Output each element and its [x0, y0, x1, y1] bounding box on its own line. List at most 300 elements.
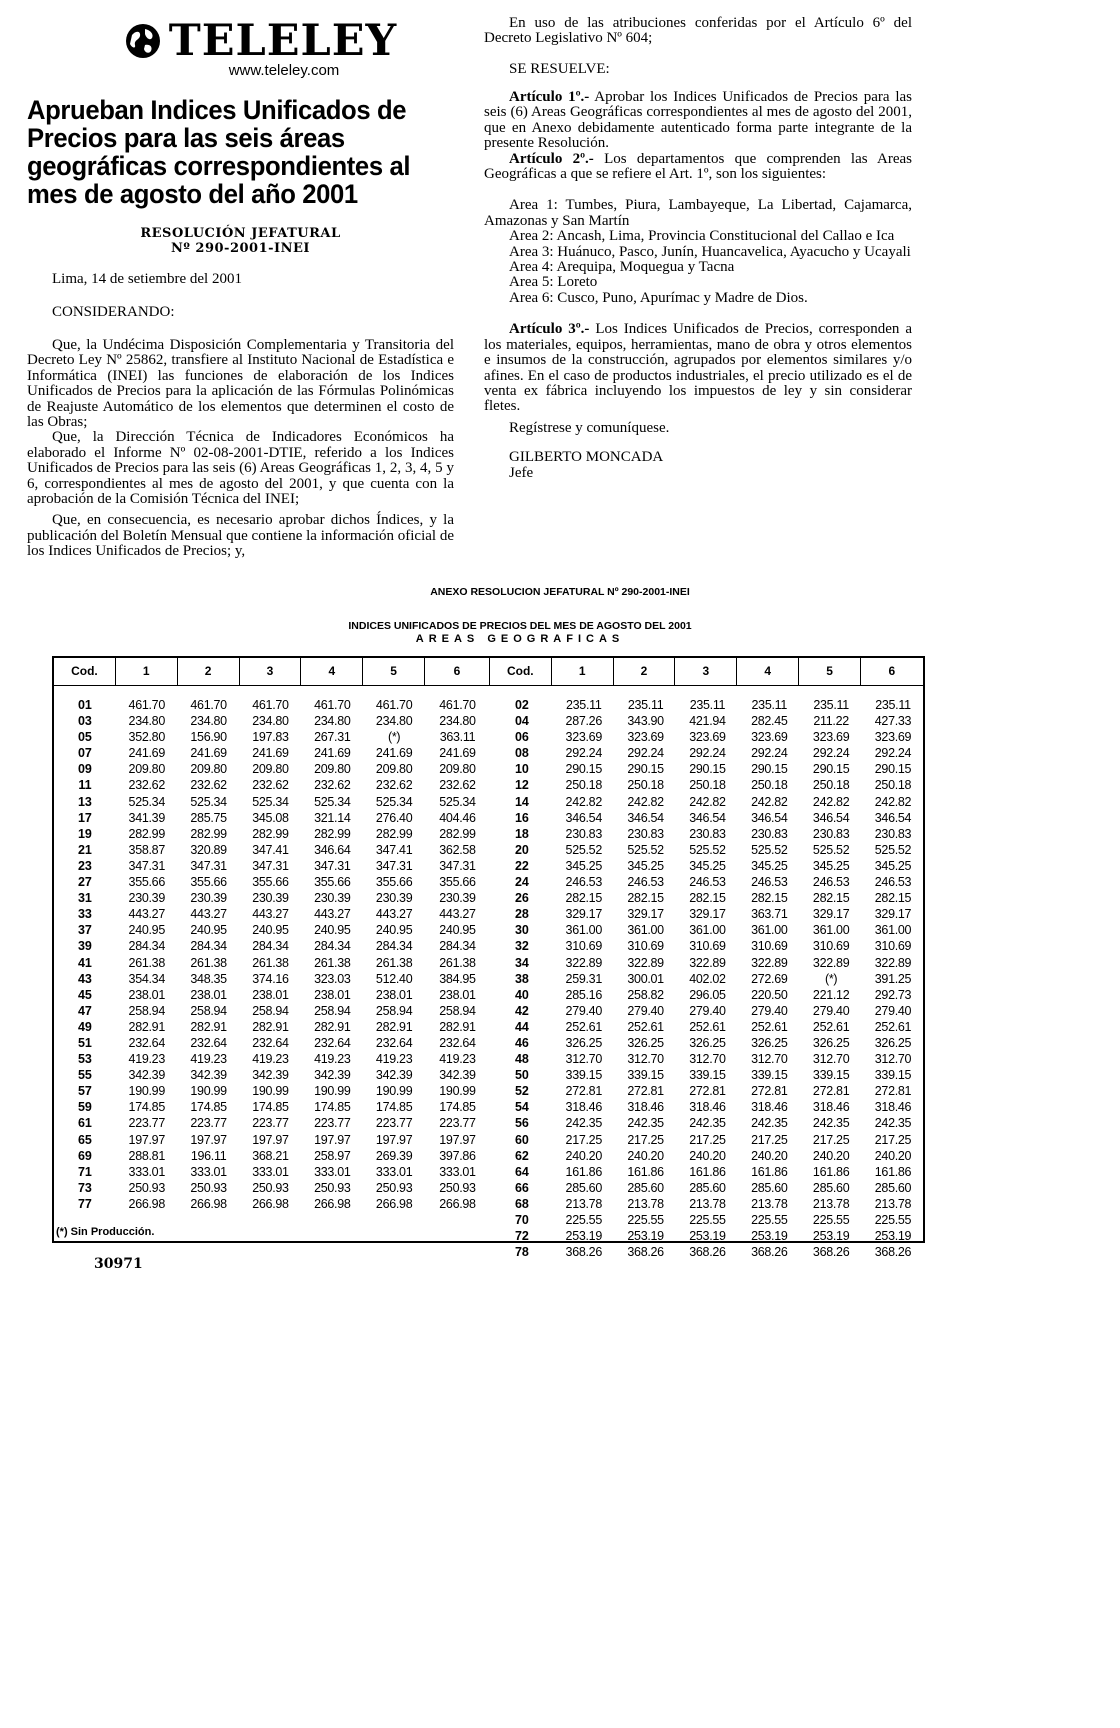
- cell-value: 402.02: [689, 971, 726, 986]
- table-row: [54, 938, 490, 954]
- table-row: [491, 729, 924, 745]
- cell-code: 18: [514, 826, 529, 841]
- cell-value: 276.40: [375, 810, 413, 825]
- cell-value: 310.69: [565, 939, 602, 954]
- cell-value: 326.25: [627, 1035, 664, 1050]
- cell-value: 232.62: [314, 778, 351, 793]
- cell-value: 397.86: [439, 1148, 476, 1163]
- table-row: [491, 794, 924, 810]
- cell-value: 242.82: [751, 794, 788, 809]
- cell-value: 252.61: [874, 1019, 912, 1034]
- cell-value: 282.99: [314, 826, 351, 841]
- considerando-label: CONSIDERANDO:: [52, 304, 175, 320]
- cell-value: 312.70: [689, 1052, 726, 1067]
- annex-title: ANEXO RESOLUCION JEFATURAL Nº 290-2001-INEI: [430, 586, 690, 598]
- cell-value: 354.34: [128, 971, 165, 986]
- cell-value: 253.19: [874, 1229, 912, 1244]
- cell-value: 266.98: [314, 1196, 351, 1211]
- column-header-area: 3: [240, 658, 302, 685]
- cell-value: 266.98: [375, 1196, 413, 1211]
- cell-code: 41: [77, 955, 92, 970]
- resolution-number: Nº 290-2001-INEI: [171, 241, 310, 256]
- table-row: [54, 826, 490, 842]
- cell-value: 174.85: [252, 1100, 289, 1115]
- cell-code: 05: [77, 730, 92, 745]
- cell-value: 355.66: [128, 875, 165, 890]
- table-row: [491, 938, 924, 954]
- cell-value: 282.91: [190, 1019, 227, 1034]
- area-item: Area 2: Ancash, Lima, Provincia Constitucional del Callao e Ica: [509, 228, 895, 245]
- cell-value: 223.77: [252, 1116, 289, 1131]
- article-2-label: Artículo 2º.-: [509, 150, 594, 167]
- cell-value: 225.55: [874, 1213, 912, 1227]
- cell-value: 258.94: [375, 1003, 413, 1018]
- table-row: [491, 697, 924, 713]
- column-header-area: 6: [888, 664, 896, 678]
- cell-value: 374.16: [252, 971, 289, 986]
- cell-value: 322.89: [812, 955, 850, 970]
- cell-value: (*): [387, 730, 401, 745]
- cell-value: 318.46: [812, 1100, 850, 1115]
- cell-value: 348.35: [190, 971, 227, 986]
- cell-value: 333.01: [375, 1164, 413, 1179]
- table-row: [491, 1083, 924, 1099]
- cell-value: 285.60: [874, 1180, 912, 1195]
- cell-value: 361.00: [874, 923, 912, 938]
- closing-line: Regístrese y comuníquese.: [509, 419, 670, 436]
- cell-value: 241.69: [252, 746, 289, 761]
- cell-value: 240.20: [751, 1148, 788, 1163]
- cell-code: 01: [77, 698, 92, 712]
- intro-text: En uso de las atribuciones conferidas por el Artículo 6º del Decreto Legislativo Nº 604;: [484, 15, 912, 47]
- cell-value: 333.01: [252, 1164, 289, 1179]
- cell-value: 246.53: [751, 875, 788, 890]
- cell-value: 361.00: [751, 923, 788, 938]
- cell-value: 266.98: [128, 1196, 165, 1211]
- cell-value: 310.69: [751, 939, 788, 954]
- cell-value: 252.61: [751, 1019, 788, 1034]
- table-row: [491, 955, 924, 971]
- table-row: [54, 1196, 490, 1212]
- cell-value: 342.39: [252, 1068, 289, 1083]
- cell-value: 241.69: [128, 746, 165, 761]
- table-row: [54, 874, 490, 890]
- table-row: [54, 922, 490, 938]
- cell-code: 47: [77, 1003, 92, 1018]
- cell-value: 326.25: [565, 1035, 602, 1050]
- cell-value: 250.18: [751, 778, 788, 793]
- cell-value: 242.35: [689, 1116, 726, 1131]
- cell-value: 253.19: [812, 1229, 850, 1244]
- cell-value: 321.14: [314, 810, 351, 825]
- cell-value: 282.99: [439, 826, 476, 841]
- table-row: [54, 761, 490, 777]
- cell-value: 346.54: [812, 810, 850, 825]
- column-header-area: 5: [799, 658, 861, 685]
- headline: Aprueban Indices Unificados de Precios para las seis áreas geográficas correspondientes al mes de agosto del año 2001: [27, 95, 411, 209]
- cell-value: 223.77: [375, 1116, 413, 1131]
- cell-value: 333.01: [314, 1164, 351, 1179]
- cell-code: 20: [514, 842, 529, 857]
- cell-value: 391.25: [874, 971, 912, 986]
- table-row: [54, 955, 490, 971]
- cell-value: 252.61: [689, 1019, 726, 1034]
- cell-value: 266.98: [190, 1196, 227, 1211]
- table-row: [54, 794, 490, 810]
- cell-value: 209.80: [439, 762, 476, 777]
- cell-value: 217.25: [565, 1132, 602, 1147]
- table-row: [491, 777, 924, 793]
- cell-code: 65: [77, 1132, 92, 1147]
- cell-value: 258.94: [314, 1003, 351, 1018]
- cell-value: 326.25: [751, 1035, 788, 1050]
- cell-value: 197.97: [128, 1132, 165, 1147]
- cell-value: 346.54: [874, 810, 912, 825]
- cell-value: 242.35: [874, 1116, 912, 1131]
- cell-value: 225.55: [689, 1213, 726, 1227]
- cell-value: 240.20: [812, 1148, 850, 1163]
- cell-value: 250.93: [314, 1180, 351, 1195]
- cell-value: 230.39: [375, 891, 413, 906]
- annex-subtitle-areas: AREAS GEOGRAFICAS: [415, 633, 625, 645]
- cell-value: 250.93: [375, 1180, 413, 1195]
- cell-value: 266.98: [252, 1196, 289, 1211]
- cell-value: 421.94: [689, 714, 726, 729]
- cell-value: 419.23: [314, 1052, 351, 1067]
- cell-value: 368.26: [812, 1245, 850, 1260]
- cell-value: 323.69: [751, 730, 788, 745]
- cell-value: 174.85: [128, 1100, 165, 1115]
- cell-value: 296.05: [689, 987, 726, 1002]
- table-row: [491, 810, 924, 826]
- cell-value: 225.55: [751, 1213, 788, 1227]
- cell-value: 345.08: [252, 810, 289, 825]
- cell-value: 282.45: [751, 714, 788, 729]
- column-header-area: 4: [301, 658, 363, 685]
- cell-code: 57: [77, 1084, 92, 1099]
- cell-value: 232.64: [190, 1035, 227, 1050]
- article-3-text: Los Indices Unificados de Precios, corresponden a los materiales, equipos, herramientas, mano de obra y otros elementos e insumos de la construcción, agrupados por elementos similares y/o afines. En el caso de productos industriales, el precio utilizado es el de venta ex fábrica incluyendo los impuestos de ley y sin considerar fletes.: [484, 321, 912, 415]
- cell-value: 347.31: [128, 858, 165, 873]
- table-row: [491, 842, 924, 858]
- cell-value: 161.86: [627, 1164, 664, 1179]
- cell-value: 234.80: [190, 714, 227, 729]
- cell-value: 272.81: [812, 1084, 850, 1099]
- cell-value: 279.40: [812, 1003, 850, 1018]
- cell-value: 292.24: [565, 746, 602, 761]
- article-2: [484, 152, 912, 183]
- cell-code: 73: [77, 1180, 92, 1195]
- cell-value: 346.54: [627, 810, 664, 825]
- cell-value: 341.39: [128, 810, 165, 825]
- table-row: [54, 810, 490, 826]
- cell-value: 209.80: [252, 762, 289, 777]
- cell-value: 310.69: [627, 939, 664, 954]
- cell-code: 50: [514, 1068, 529, 1083]
- cell-value: 241.69: [439, 746, 476, 761]
- cell-value: 213.78: [627, 1196, 664, 1211]
- cell-value: 285.60: [812, 1180, 850, 1195]
- cell-value: 284.34: [190, 939, 227, 954]
- cell-value: 279.40: [874, 1003, 912, 1018]
- cell-value: 232.64: [375, 1035, 413, 1050]
- cell-value: 232.64: [252, 1035, 289, 1050]
- cell-code: 64: [514, 1164, 529, 1179]
- cell-value: 230.39: [252, 891, 289, 906]
- cell-value: 525.34: [314, 794, 351, 809]
- cell-value: 238.01: [128, 987, 165, 1002]
- cell-value: 217.25: [627, 1132, 664, 1147]
- se-resuelve-label: SE RESUELVE:: [509, 61, 610, 77]
- cell-value: 252.61: [565, 1019, 602, 1034]
- column-header-area: 1: [116, 658, 178, 685]
- cell-value: 209.80: [314, 762, 351, 777]
- cell-value: 217.25: [874, 1132, 912, 1147]
- cell-value: 343.90: [627, 714, 664, 729]
- cell-value: 323.69: [874, 730, 912, 745]
- table-row: [491, 1244, 924, 1260]
- cell-value: 320.89: [190, 842, 227, 857]
- cell-value: 267.31: [314, 730, 351, 745]
- cell-code: 33: [77, 907, 92, 922]
- cell-value: 240.20: [627, 1148, 664, 1163]
- cell-value: 333.01: [190, 1164, 227, 1179]
- column-header-area: 4: [737, 658, 799, 685]
- cell-value: 461.70: [375, 698, 413, 712]
- cell-code: 72: [514, 1229, 529, 1244]
- cell-code: 54: [514, 1100, 529, 1115]
- cell-value: 346.54: [751, 810, 788, 825]
- cell-value: 232.64: [314, 1035, 351, 1050]
- cell-value: 240.95: [439, 923, 476, 938]
- cell-code: 34: [514, 955, 529, 970]
- column-header-area: 5: [363, 658, 425, 685]
- cell-value: 282.91: [252, 1019, 289, 1034]
- cell-value: 246.53: [812, 875, 850, 890]
- cell-value: 279.40: [627, 1003, 664, 1018]
- cell-value: 238.01: [190, 987, 227, 1002]
- cell-value: 242.82: [627, 794, 664, 809]
- cell-value: 525.34: [190, 794, 227, 809]
- masthead: [60, 18, 460, 79]
- resolution-heading: [27, 226, 454, 256]
- cell-value: 230.83: [627, 826, 664, 841]
- cell-value: 240.20: [874, 1148, 912, 1163]
- cell-code: 62: [514, 1148, 529, 1163]
- cell-value: (*): [824, 971, 838, 986]
- cell-value: 345.25: [689, 858, 726, 873]
- cell-value: 282.15: [812, 891, 850, 906]
- cell-value: 253.19: [689, 1229, 726, 1244]
- signatory-title: Jefe: [509, 464, 534, 481]
- cell-value: 261.38: [128, 955, 165, 970]
- cell-value: 284.34: [439, 939, 476, 954]
- cell-value: 322.89: [689, 955, 726, 970]
- article-1-label: Artículo 1º.-: [509, 89, 590, 105]
- cell-value: 246.53: [689, 875, 726, 890]
- cell-value: 525.34: [439, 794, 476, 809]
- cell-value: 525.52: [751, 842, 788, 857]
- cell-value: 258.82: [627, 987, 664, 1002]
- area-item: Area 1: Tumbes, Piura, Lambayeque, La Libertad, Cajamarca, Amazonas y San Martín: [484, 197, 912, 229]
- cell-value: 190.99: [190, 1084, 227, 1099]
- cell-value: 223.77: [439, 1116, 476, 1131]
- cell-value: 318.46: [627, 1100, 664, 1115]
- table-row: [491, 1180, 924, 1196]
- cell-value: 404.46: [439, 810, 476, 825]
- cell-value: 282.91: [314, 1019, 351, 1034]
- cell-value: 282.91: [128, 1019, 165, 1034]
- cell-value: 209.80: [190, 762, 227, 777]
- cell-value: 242.82: [565, 794, 602, 809]
- cell-value: 258.94: [190, 1003, 227, 1018]
- cell-value: 342.39: [375, 1068, 413, 1083]
- cell-value: 329.17: [627, 907, 664, 922]
- cell-value: 235.11: [627, 698, 664, 712]
- cell-value: 190.99: [252, 1084, 289, 1099]
- cell-value: 282.99: [375, 826, 413, 841]
- cell-code: 37: [77, 923, 92, 938]
- cell-code: 77: [77, 1196, 92, 1211]
- table-row: [491, 761, 924, 777]
- cell-value: 347.31: [314, 858, 351, 873]
- cell-value: 323.03: [314, 971, 351, 986]
- table-row: [491, 1164, 924, 1180]
- cell-value: 235.11: [813, 698, 849, 712]
- cell-value: 326.25: [689, 1035, 726, 1050]
- cell-value: 235.11: [875, 698, 911, 712]
- table-row: [54, 1180, 490, 1196]
- cell-code: 43: [77, 971, 92, 986]
- cell-value: 347.31: [375, 858, 413, 873]
- cell-value: 323.69: [689, 730, 726, 745]
- cell-value: 261.38: [439, 955, 476, 970]
- table-row: [491, 1099, 924, 1115]
- cell-value: 242.35: [627, 1116, 664, 1131]
- cell-value: 156.90: [190, 730, 227, 745]
- article-2-text: Los departamentos que comprenden las Areas Geográficas a que se refiere el Art. 1º, son los siguientes:: [484, 150, 912, 183]
- cell-value: 347.31: [190, 858, 227, 873]
- cell-code: 06: [514, 730, 529, 745]
- cell-value: 285.75: [190, 810, 227, 825]
- table-header: [54, 658, 923, 686]
- table-row: [54, 1003, 490, 1019]
- cell-value: 461.70: [128, 698, 165, 712]
- cell-code: 60: [514, 1132, 529, 1147]
- cell-value: 209.80: [128, 762, 165, 777]
- cell-value: 329.17: [812, 907, 850, 922]
- cell-value: 342.39: [128, 1068, 165, 1083]
- cell-value: 232.62: [439, 778, 476, 793]
- cell-value: 290.15: [751, 762, 788, 777]
- cell-value: 272.81: [874, 1084, 912, 1099]
- cell-value: 230.39: [439, 891, 476, 906]
- cell-value: 358.87: [128, 842, 165, 857]
- cell-value: 190.99: [375, 1084, 413, 1099]
- globe-icon: [123, 21, 163, 61]
- cell-value: 261.38: [190, 955, 227, 970]
- area-item: Area 6: Cusco, Puno, Apurímac y Madre de Dios.: [509, 289, 808, 306]
- cell-value: 322.89: [627, 955, 664, 970]
- cell-value: 339.15: [874, 1068, 912, 1083]
- cell-value: 190.99: [439, 1084, 476, 1099]
- cell-value: 234.80: [375, 714, 413, 729]
- cell-value: 525.34: [128, 794, 165, 809]
- area-item: Area 5: Loreto: [509, 274, 598, 291]
- cell-value: 230.83: [812, 826, 850, 841]
- cell-value: 419.23: [128, 1052, 165, 1067]
- cell-value: 225.55: [565, 1213, 602, 1227]
- cell-code: 22: [514, 858, 529, 873]
- cell-code: 49: [77, 1019, 92, 1034]
- table-row: [54, 745, 490, 761]
- cell-value: 461.70: [252, 698, 289, 712]
- cell-value: 443.27: [375, 907, 413, 922]
- annex-subtitle-line: INDICES UNIFICADOS DE PRECIOS DEL MES DE AGOSTO DEL 2001: [348, 620, 692, 632]
- areas-list: [484, 198, 912, 306]
- cell-value: 322.89: [565, 955, 602, 970]
- cell-value: 355.66: [252, 875, 289, 890]
- cell-value: 174.85: [314, 1100, 351, 1115]
- cell-value: 282.91: [375, 1019, 413, 1034]
- cell-code: 40: [514, 987, 529, 1002]
- considerando-body: [27, 338, 454, 560]
- cell-value: 461.70: [439, 698, 476, 712]
- cell-value: 230.39: [128, 891, 165, 906]
- table-row: [491, 1035, 924, 1051]
- cell-value: 339.15: [812, 1068, 850, 1083]
- cell-value: 342.39: [314, 1068, 351, 1083]
- cell-code: 04: [514, 714, 529, 729]
- cell-code: 56: [514, 1116, 529, 1131]
- considerando-paragraph: Que, en consecuencia, es necesario aprobar dichos Índices, y la publicación del Boletín Mensual que contiene la información oficial de los Indices Unificados de Precios; y,: [27, 512, 454, 560]
- table-row: [491, 1115, 924, 1131]
- cell-code: 17: [77, 810, 92, 825]
- cell-code: 11: [78, 778, 92, 793]
- cell-value: 234.80: [439, 714, 476, 729]
- cell-value: 250.18: [565, 778, 602, 793]
- column-header-code: Cod.: [490, 658, 552, 685]
- cell-value: 342.39: [439, 1068, 476, 1083]
- cell-value: 285.60: [751, 1180, 788, 1195]
- cell-value: 258.94: [128, 1003, 165, 1018]
- cell-value: 269.39: [375, 1148, 413, 1163]
- cell-value: 266.98: [439, 1196, 476, 1211]
- cell-value: 326.25: [874, 1035, 912, 1050]
- cell-value: 284.34: [375, 939, 413, 954]
- table-left-block: [54, 697, 490, 1212]
- cell-value: 361.00: [689, 923, 726, 938]
- cell-value: 261.38: [314, 955, 351, 970]
- articles: [484, 90, 912, 481]
- column-header-area: 3: [675, 658, 737, 685]
- cell-code: 69: [77, 1148, 92, 1163]
- cell-value: 287.26: [565, 714, 602, 729]
- cell-value: 209.80: [375, 762, 413, 777]
- cell-value: 246.53: [627, 875, 664, 890]
- cell-code: 55: [77, 1068, 92, 1083]
- cell-code: 03: [77, 714, 92, 729]
- cell-value: 240.95: [375, 923, 413, 938]
- cell-value: 238.01: [252, 987, 289, 1002]
- cell-value: 525.52: [565, 842, 602, 857]
- cell-value: 292.24: [751, 746, 788, 761]
- cell-value: 197.83: [252, 730, 289, 745]
- cell-value: 525.34: [375, 794, 413, 809]
- cell-value: 240.20: [565, 1148, 602, 1163]
- table-row: [491, 1196, 924, 1212]
- cell-value: 211.22: [813, 714, 849, 729]
